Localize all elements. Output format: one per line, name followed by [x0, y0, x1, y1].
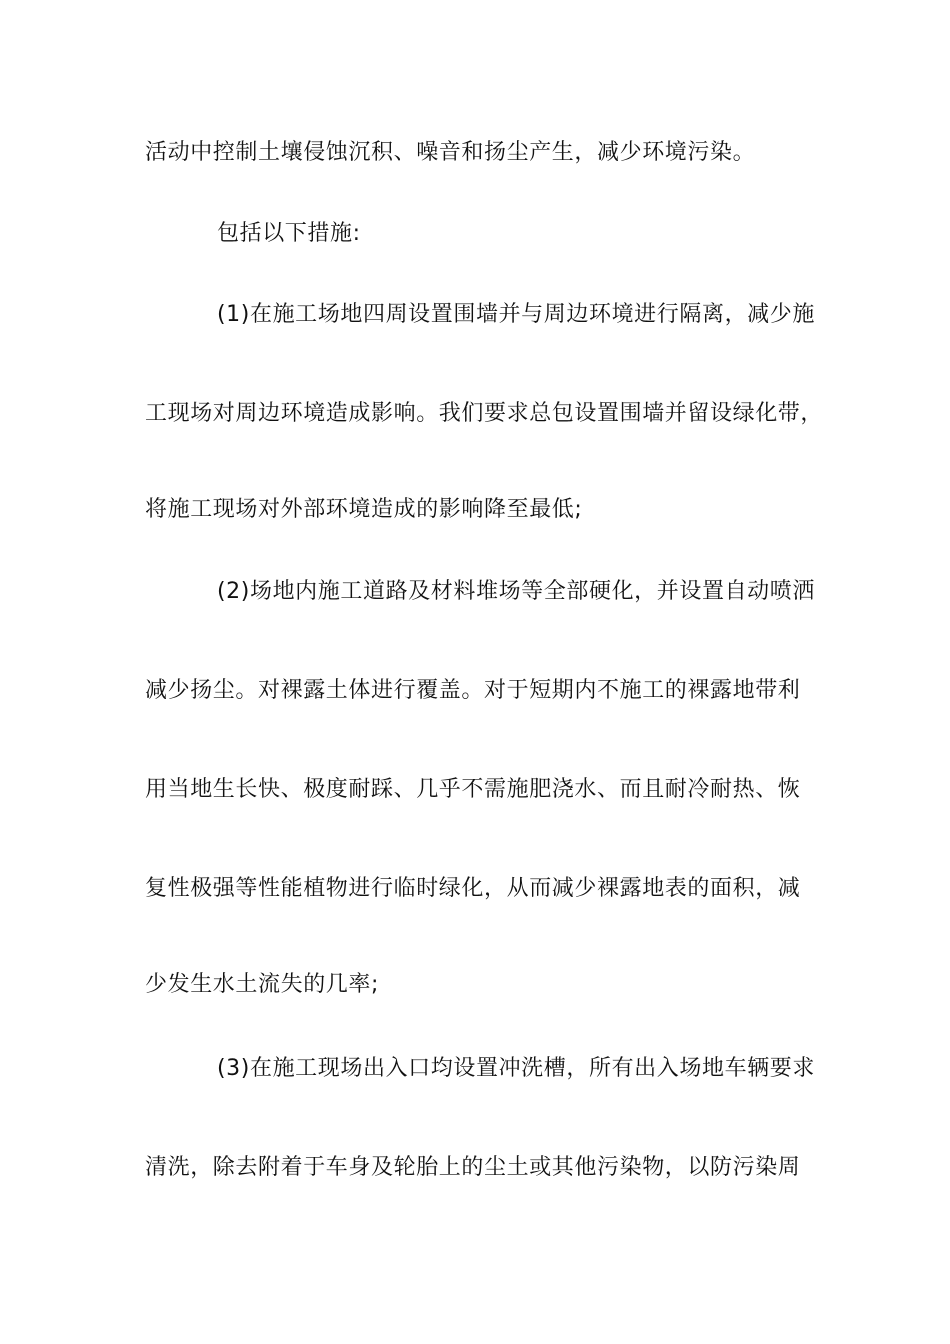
text-line: (2)场地内施工道路及材料堆场等全部硬化，并设置自动喷洒 [217, 579, 815, 604]
text-line: 将施工现场对外部环境造成的影响降至最低; [145, 497, 583, 522]
text-line: 复性极强等性能植物进行临时绿化，从而减少裸露地表的面积，减 [145, 876, 801, 901]
text-line: 减少扬尘。对裸露土体进行覆盖。对于短期内不施工的裸露地带利 [145, 678, 801, 703]
text-line: (1)在施工场地四周设置围墙并与周边环境进行隔离，减少施 [217, 302, 815, 327]
text-line: 包括以下措施: [217, 221, 361, 246]
text-line: 少发生水土流失的几率; [145, 972, 380, 997]
text-line: (3)在施工现场出入口均设置冲洗槽，所有出入场地车辆要求 [217, 1056, 815, 1081]
text-line: 活动中控制土壤侵蚀沉积、噪音和扬尘产生，减少环境污染。 [145, 140, 756, 165]
text-line: 工现场对周边环境造成影响。我们要求总包设置围墙并留设绿化带， [145, 401, 824, 426]
text-line: 清洗，除去附着于车身及轮胎上的尘土或其他污染物，以防污染周 [145, 1155, 801, 1180]
text-line: 用当地生长快、极度耐踩、几乎不需施肥浇水、而且耐冷耐热、恢 [145, 777, 801, 802]
